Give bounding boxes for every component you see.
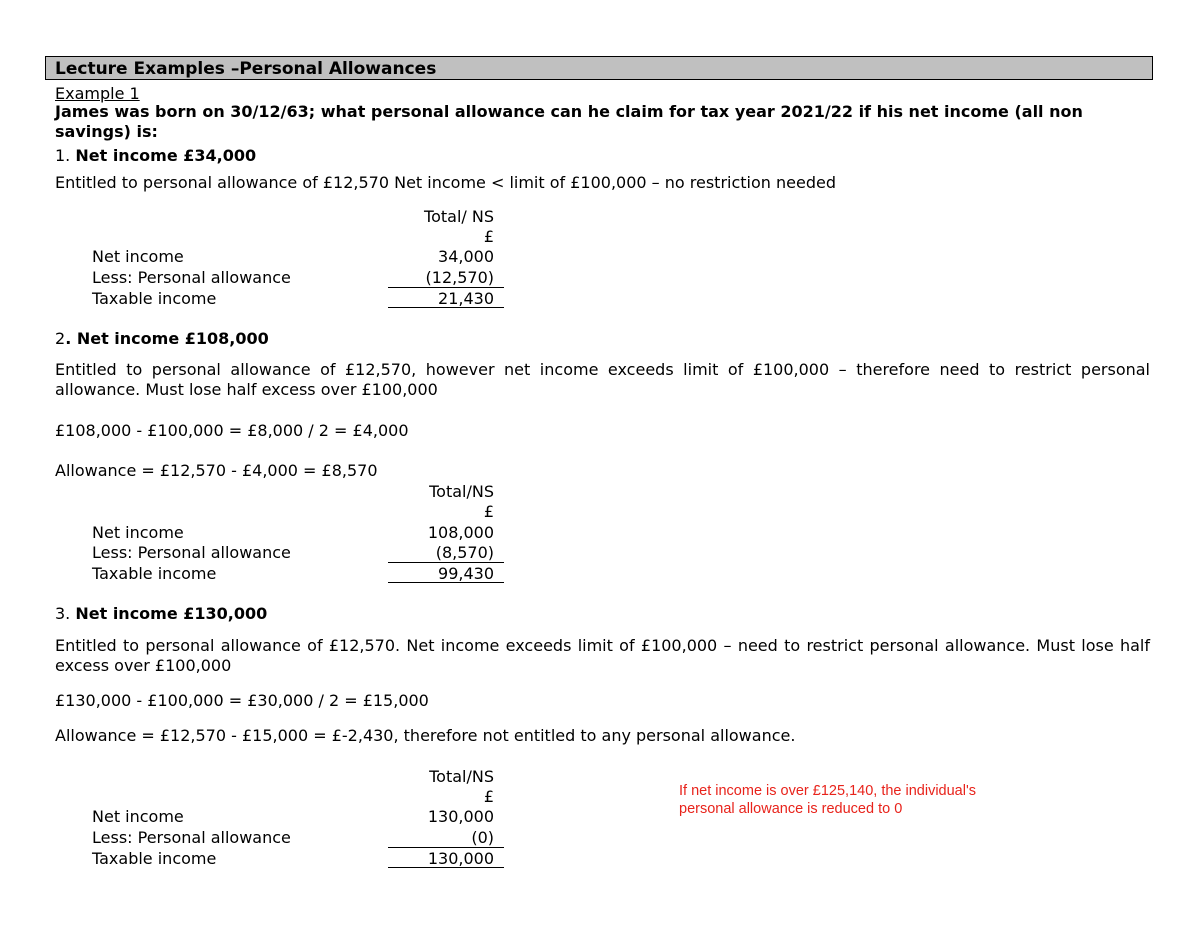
- case1-title: Net income £34,000: [75, 146, 257, 165]
- case2-allowance: Allowance = £12,570 - £4,000 = £8,570: [55, 461, 378, 480]
- case3-row-label: Net income: [92, 807, 184, 826]
- case2-calculation: £108,000 - £100,000 = £8,000 / 2 = £4,000: [55, 421, 409, 440]
- case2-currency: £: [483, 502, 494, 521]
- note-line-2: personal allowance is reduced to 0: [679, 801, 903, 817]
- case2-row-value: 108,000: [427, 523, 494, 542]
- case3-row-value: (0): [471, 828, 494, 847]
- case2-row-label: Net income: [92, 523, 184, 542]
- case3-explanation: Entitled to personal allowance of £12,570. Net income exceeds limit of £100,000 – need to restrict personal allowance. Must lose half excess over £100,000: [55, 636, 1150, 675]
- case2-title: . Net income £108,000: [65, 329, 269, 348]
- case1-currency: £: [483, 227, 494, 246]
- case3-allowance: Allowance = £12,570 - £15,000 = £-2,430, therefore not entitled to any personal allowance.: [55, 726, 796, 745]
- case3-currency: £: [483, 787, 494, 806]
- case1-row-label: Taxable income: [92, 289, 217, 308]
- case2-column-header: Total/NS: [429, 482, 494, 501]
- case1-explanation: Entitled to personal allowance of £12,570 Net income < limit of £100,000 – no restriction needed: [55, 173, 836, 192]
- case1-subtotal-rule: [388, 287, 504, 288]
- case3-calculation: £130,000 - £100,000 = £30,000 / 2 = £15,000: [55, 691, 429, 710]
- case1-heading: [55, 146, 256, 166]
- case1-row-label: Net income: [92, 247, 184, 266]
- case3-subtotal-rule: [388, 847, 504, 848]
- case3-title: Net income £130,000: [75, 604, 268, 623]
- case1-row-value: (12,570): [425, 268, 494, 287]
- case1-number: 1.: [55, 146, 76, 165]
- case3-row-value: 130,000: [427, 807, 494, 826]
- case3-number: 3.: [55, 604, 76, 623]
- case3-row-label: Taxable income: [92, 849, 217, 868]
- note-line-1: If net income is over £125,140, the individual's: [679, 783, 976, 799]
- case2-subtotal-rule: [388, 562, 504, 563]
- case3-row-value: 130,000: [427, 849, 494, 868]
- case2-row-value: 99,430: [438, 564, 494, 583]
- page-title: Lecture Examples –Personal Allowances: [55, 59, 437, 79]
- case3-total-rule: [388, 867, 504, 868]
- case2-heading: [55, 329, 269, 349]
- case1-row-value: 21,430: [438, 289, 494, 308]
- case2-explanation: Entitled to personal allowance of £12,570, however net income exceeds limit of £100,000 – therefore need to restrict personal allowance. Must lose half excess over £100,000: [55, 360, 1150, 399]
- case3-column-header: Total/NS: [429, 767, 494, 786]
- case2-row-label: Taxable income: [92, 564, 217, 583]
- case3-heading: [55, 604, 267, 624]
- question-text: James was born on 30/12/63; what personal allowance can he claim for tax year 2021/22 if his net income (all non savings) is:: [55, 102, 1083, 141]
- case2-row-label: Less: Personal allowance: [92, 543, 291, 562]
- case1-row-value: 34,000: [438, 247, 494, 266]
- case2-row-value: (8,570): [435, 543, 494, 562]
- case2-total-rule: [388, 582, 504, 583]
- case1-column-header: Total/ NS: [424, 207, 494, 226]
- case1-row-label: Less: Personal allowance: [92, 268, 291, 287]
- example-heading: Example 1: [55, 84, 140, 103]
- case2-number: 2: [55, 329, 66, 348]
- case1-total-rule: [388, 307, 504, 308]
- case3-row-label: Less: Personal allowance: [92, 828, 291, 847]
